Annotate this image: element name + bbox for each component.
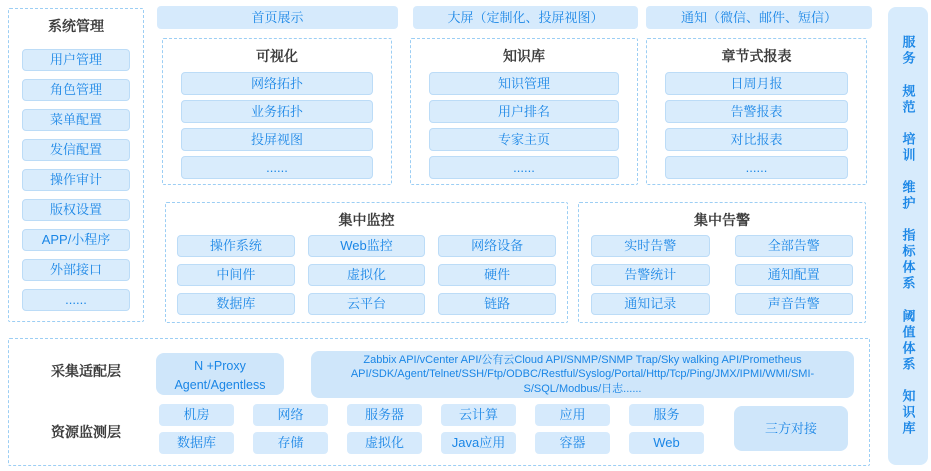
system-management-panel (8, 8, 144, 322)
notify-record-button[interactable]: 通知记录 (591, 293, 710, 315)
resource-layer-label: 资源监测层 (51, 424, 121, 440)
proxy-agent-button[interactable] (156, 353, 284, 395)
external-interface-button[interactable]: 外部接口 (22, 259, 130, 281)
central-monitoring-title: 集中监控 (338, 212, 395, 228)
chapter-report-items (647, 66, 866, 179)
central-monitoring-items (166, 230, 567, 315)
middleware-monitor-button[interactable]: 中间件 (177, 264, 295, 286)
server-button[interactable]: 服务器 (347, 404, 422, 426)
visualization-items (163, 66, 391, 179)
visualization-title: 可视化 (256, 48, 298, 64)
link-monitor-button[interactable]: 链路 (438, 293, 556, 315)
hardware-monitor-button[interactable]: 硬件 (438, 264, 556, 286)
third-party-integration-button[interactable]: 三方对接 (734, 406, 848, 451)
network-device-monitor-button[interactable]: 网络设备 (438, 235, 556, 257)
chapter-report-title: 章节式报表 (721, 48, 792, 64)
central-monitoring-panel (165, 202, 568, 323)
machine-room-button[interactable]: 机房 (159, 404, 234, 426)
network-topology-button[interactable]: 网络拓扑 (181, 72, 373, 95)
knowledge-more-button[interactable]: ...... (429, 156, 619, 179)
sidebar-item-service[interactable]: 服务 (900, 35, 916, 68)
mail-config-button[interactable]: 发信配置 (22, 139, 130, 161)
api-protocols-box (311, 351, 854, 398)
comparison-report-button[interactable]: 对比报表 (665, 128, 848, 151)
screen-view-button[interactable]: 投屏视图 (181, 128, 373, 151)
chapter-report-panel (646, 38, 867, 185)
copyright-settings-button[interactable]: 版权设置 (22, 199, 130, 221)
system-management-items (9, 36, 143, 311)
web-button[interactable]: Web (629, 432, 704, 454)
container-button[interactable]: 容器 (535, 432, 610, 454)
network-button[interactable]: 网络 (253, 404, 328, 426)
service-system-sidebar (888, 7, 928, 465)
central-alerting-title: 集中告警 (694, 212, 750, 228)
collection-layer-panel (8, 338, 870, 466)
report-more-button[interactable]: ...... (665, 156, 848, 179)
daily-weekly-monthly-report-button[interactable]: 日周月报 (665, 72, 848, 95)
alarm-report-button[interactable]: 告警报表 (665, 100, 848, 123)
resource-row-1 (159, 404, 704, 426)
central-alerting-items (579, 230, 865, 315)
proxy-line1: N +Proxy (194, 359, 246, 374)
all-alarm-button[interactable]: 全部告警 (735, 235, 854, 257)
alarm-statistics-button[interactable]: 告警统计 (591, 264, 710, 286)
big-screen-button[interactable]: 大屏（定制化、投屏视图） (413, 6, 638, 29)
api-protocols-text: Zabbix API/vCenter API/公有云Cloud API/SNMP/SNMP Trap/Sky walking API/Prometheus API/SDK/Agent/Telnet/SSH/Ftp/ODBC/Restful/Syslog/Portal/Http/Tcp/Ping/JMX/IPMI/WMI/SMI-S/SQL/Modbus/日志...... (350, 353, 815, 395)
adapter-layer-label: 采集适配层 (51, 363, 121, 379)
knowledge-base-items (411, 66, 637, 179)
homepage-display-button[interactable]: 首页展示 (157, 6, 398, 29)
business-topology-button[interactable]: 业务拓扑 (181, 100, 373, 123)
proxy-line2: Agent/Agentless (174, 378, 266, 392)
notify-config-button[interactable]: 通知配置 (735, 264, 854, 286)
database-monitor-button[interactable]: 数据库 (177, 293, 295, 315)
system-more-button[interactable]: ...... (22, 289, 130, 311)
application-button[interactable]: 应用 (535, 404, 610, 426)
storage-button[interactable]: 存储 (253, 432, 328, 454)
database-button[interactable]: 数据库 (159, 432, 234, 454)
sound-alarm-button[interactable]: 声音告警 (735, 293, 854, 315)
virtualization-button[interactable]: 虚拟化 (347, 432, 422, 454)
user-ranking-button[interactable]: 用户排名 (429, 100, 619, 123)
operation-audit-button[interactable]: 操作审计 (22, 169, 130, 191)
virtualization-monitor-button[interactable]: 虚拟化 (308, 264, 426, 286)
realtime-alarm-button[interactable]: 实时告警 (591, 235, 710, 257)
sidebar-item-training[interactable]: 培训 (900, 131, 916, 164)
visualization-more-button[interactable]: ...... (181, 156, 373, 179)
cloud-platform-monitor-button[interactable]: 云平台 (308, 293, 426, 315)
app-miniprogram-button[interactable]: APP/小程序 (22, 229, 130, 251)
web-monitor-button[interactable]: Web监控 (308, 235, 426, 257)
knowledge-management-button[interactable]: 知识管理 (429, 72, 619, 95)
os-monitor-button[interactable]: 操作系统 (177, 235, 295, 257)
central-alerting-panel (578, 202, 866, 323)
system-management-title: 系统管理 (48, 18, 104, 34)
sidebar-item-maintenance[interactable]: 维护 (900, 180, 916, 212)
resource-row-2 (159, 432, 704, 454)
notification-button[interactable]: 通知（微信、邮件、短信） (646, 6, 872, 29)
menu-config-button[interactable]: 菜单配置 (22, 109, 130, 131)
sidebar-item-standards[interactable]: 规范 (900, 83, 916, 116)
sidebar-item-threshold-system[interactable]: 阈值体系 (900, 308, 916, 373)
knowledge-base-panel (410, 38, 638, 185)
cloud-computing-button[interactable]: 云计算 (441, 404, 516, 426)
service-button[interactable]: 服务 (629, 404, 704, 426)
role-management-button[interactable]: 角色管理 (22, 79, 130, 101)
user-management-button[interactable]: 用户管理 (22, 49, 130, 71)
expert-homepage-button[interactable]: 专家主页 (429, 128, 619, 151)
java-app-button[interactable]: Java应用 (441, 432, 516, 454)
sidebar-item-knowledge-base[interactable]: 知识库 (900, 388, 916, 437)
knowledge-base-title: 知识库 (503, 48, 545, 64)
visualization-panel (162, 38, 392, 185)
sidebar-item-indicator-system[interactable]: 指标体系 (900, 228, 916, 293)
